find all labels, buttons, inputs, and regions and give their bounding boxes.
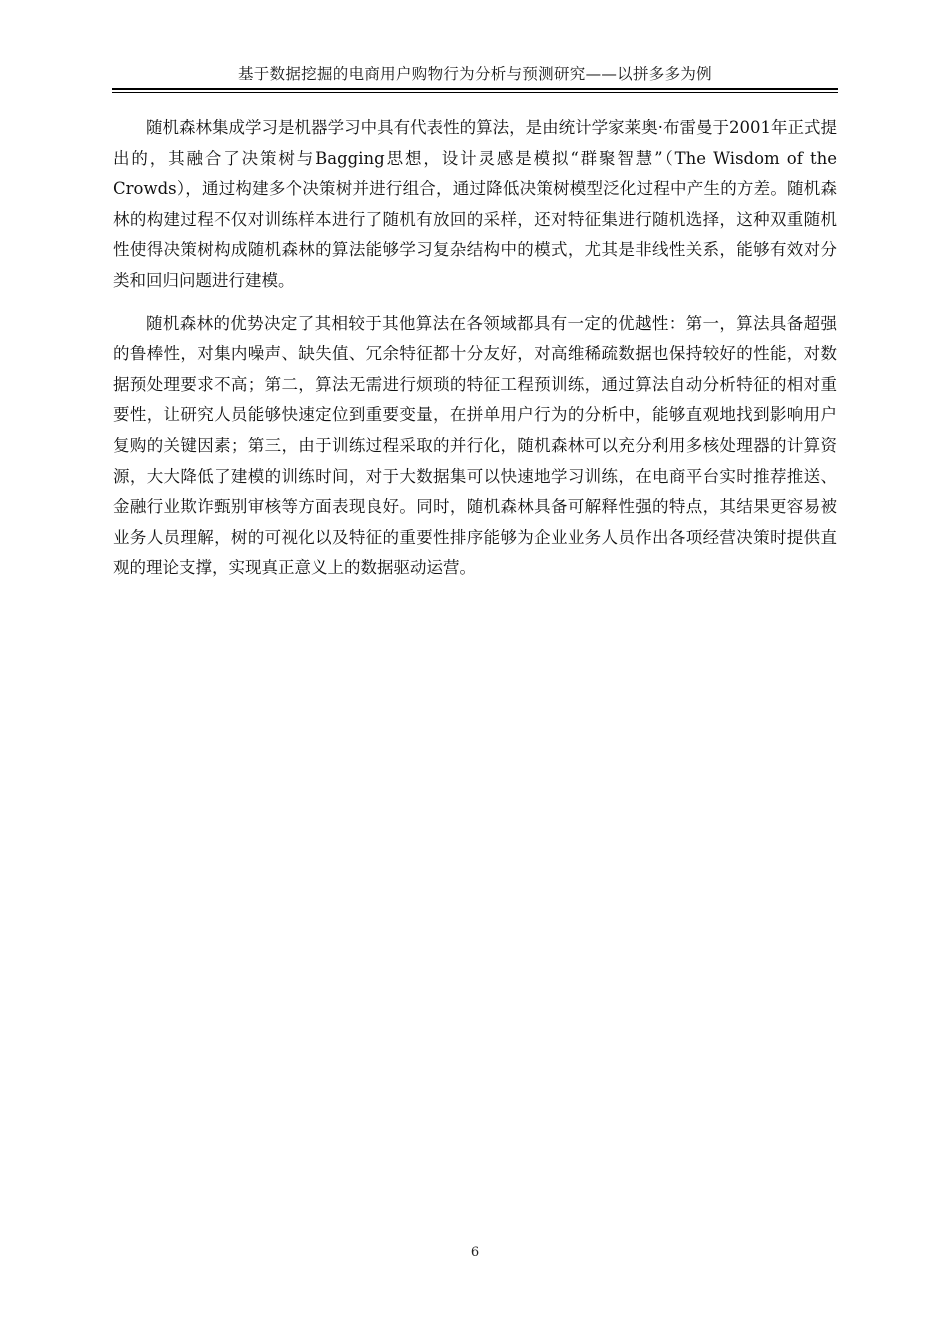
header-rule-thick — [112, 88, 838, 90]
header-rule-thin — [112, 92, 838, 93]
running-header: 基于数据挖掘的电商用户购物行为分析与预测研究——以拼多多为例 — [237, 65, 712, 83]
page-number: 6 — [470, 1245, 480, 1260]
paragraph-random-forest-advantages: 随机森林的优势决定了其相较于其他算法在各领域都具有一定的优越性：第一，算法具备超强的鲁棒性，对集内噪声、缺失值、冗余特征都十分友好，对高维稀疏数据也保持较好的性能，对数据预处理要求不高；第二，算法无需进行烦琐的特征工程预训练，通过算法自动分析特征的相对重要性，让研究人员能够快速定位到重要变量，在拼单用户行为的分析中，能够直观地找到影响用户复购的关键因素；第三，由于训练过程采取的并行化，随机森林可以充分利用多核处理器的计算资源，大大降低了建模的训练时间，对于大数据集可以快速地学习训练，在电商平台实时推荐推送、金融行业欺诈甄别审核等方面表现良好。同时，随机森林具备可解释性强的特点，其结果更容易被业务人员理解，树的可视化以及特征的重要性排序能够为企业业务人员作出各项经营决策时提供直观的理论支撑，实现真正意义上的数据驱动运营。 — [113, 313, 837, 578]
paragraph-random-forest-intro: 随机森林集成学习是机器学习中具有代表性的算法，是由统计学家莱奥·布雷曼于2001年正式提出的，其融合了决策树与Bagging思想，设计灵感是模拟“群聚智慧”（The Wisdom of the Crowds），通过构建多个决策树并进行组合，通过降低决策树模型泛化过程中产生的方差。随机森林的构建过程不仅对训练样本进行了随机有放回的采样，还对特征集进行随机选择，这种双重随机性使得决策树构成随机森林的算法能够学习复杂结构中的模式，尤其是非线性关系，能够有效对分类和回归问题进行建模。 — [113, 118, 837, 290]
body-text — [113, 113, 837, 596]
